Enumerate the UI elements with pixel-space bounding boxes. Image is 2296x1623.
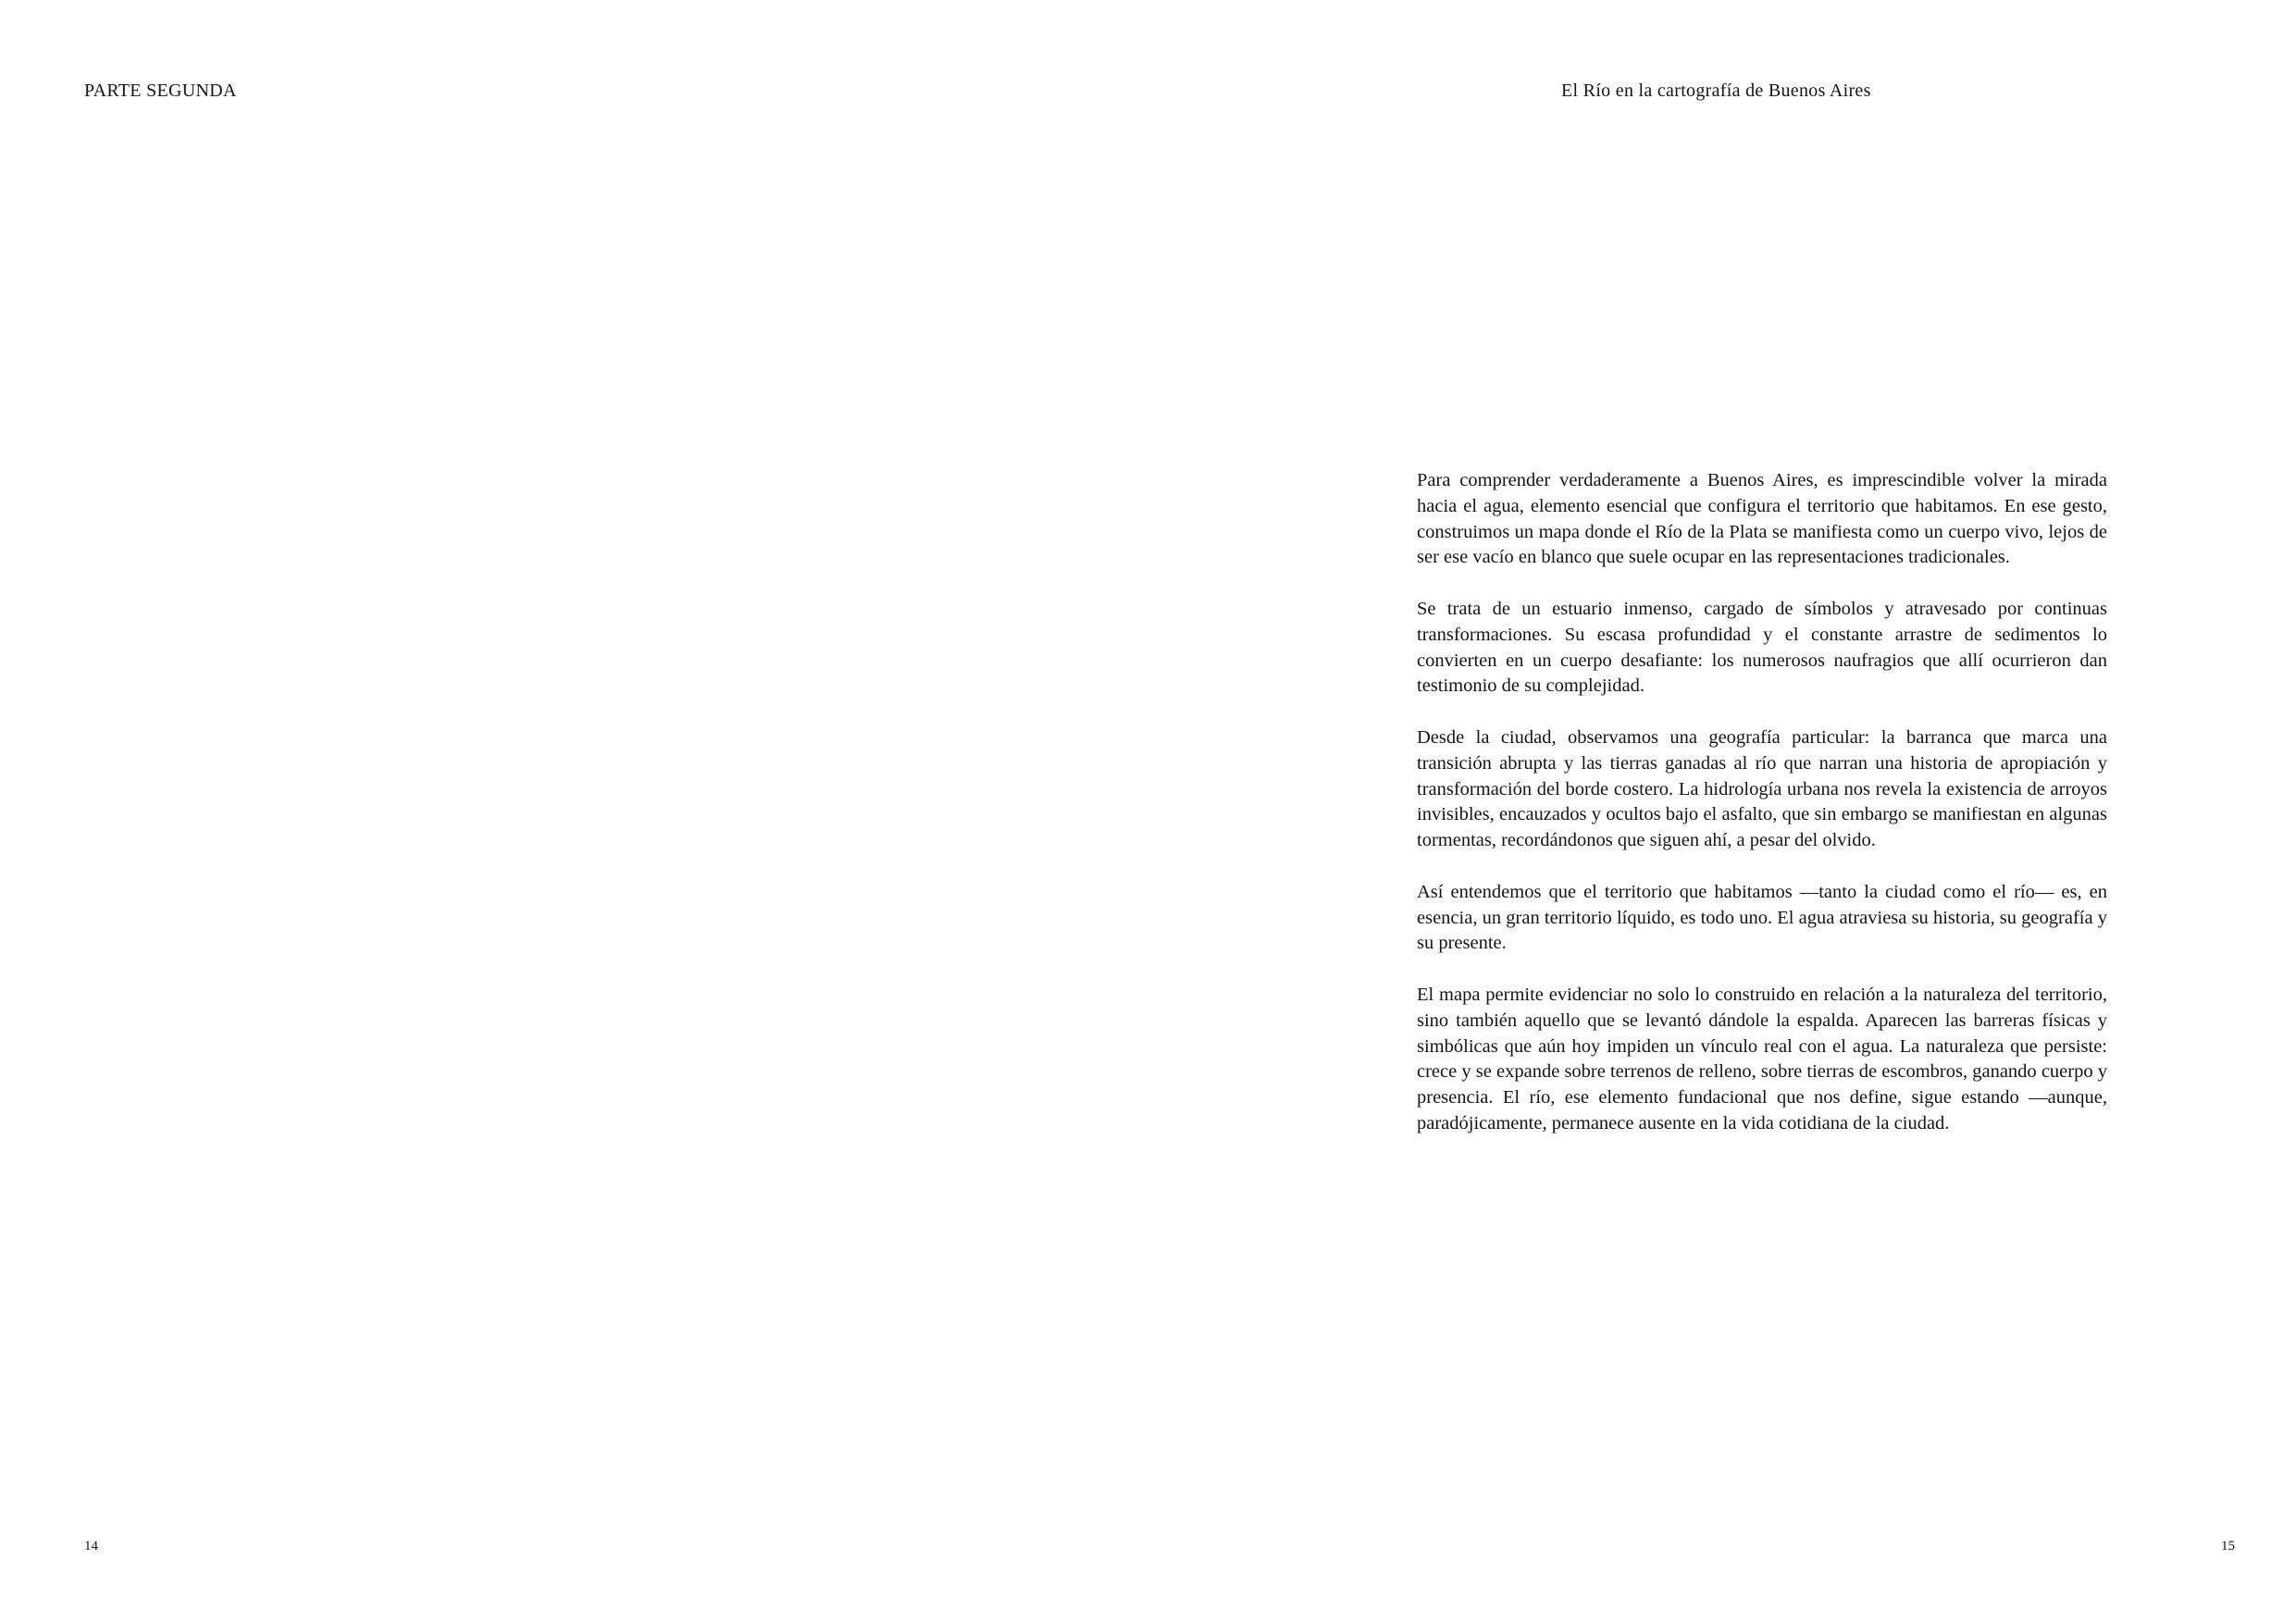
- paragraph-5: El mapa permite evidenciar no solo lo construido en relación a la naturaleza del territorio, sino también aquello que se levantó dándole la espalda. Aparecen las barreras físicas y simbólicas que aún hoy impiden un vínculo real con el agua. La naturaleza que persiste: crece y se expande sobre terrenos de relleno, sobre tierras de escombros, ganando cuerpo y presencia. El río, ese elemento fundacional que nos define, sigue estando —aunque, paradójicamente, permanece ausente en la vida cotidiana de la ciudad.: [1417, 984, 2107, 1134]
- paragraph-3: Desde la ciudad, observamos una geografía particular: la barranca que marca una transición abrupta y las tierras ganadas al río que narran una historia de apropiación y transformación del borde costero. La hidrología urbana nos revela la existencia de arroyos invisibles, encauzados y ocultos bajo el asfalto, que sin embargo se manifiestan en algunas tormentas, recordándonos que siguen ahí, a pesar del olvido.: [1417, 726, 2107, 851]
- running-head-chapter: El Río en la cartografía de Buenos Aires: [1561, 81, 1871, 101]
- paragraph-1: Para comprender verdaderamente a Buenos Aires, es imprescindible volver la mirada hacia el agua, elemento esencial que configura el territorio que habitamos. En ese gesto, construimos un mapa donde el Río de la Plata se manifiesta como un cuerpo vivo, lejos de ser ese vacío en blanco que suele ocupar en las representaciones tradicionales.: [1417, 470, 2107, 568]
- running-head-part: PARTE SEGUNDA: [84, 81, 237, 101]
- body-text: [1417, 468, 2107, 1137]
- page-number-right: 15: [2221, 1539, 2235, 1554]
- paragraph-4: Así entendemos que el territorio que habitamos —tanto la ciudad como el río— es, en esencia, un gran territorio líquido, es todo uno. El agua atraviesa su historia, su geografía y su presente.: [1417, 881, 2107, 954]
- paragraph-2: Se trata de un estuario inmenso, cargado de símbolos y atravesado por continuas transformaciones. Su escasa profundidad y el constante arrastre de sedimentos lo convierten en un cuerpo desafiante: los numerosos naufragios que allí ocurrieron dan testimonio de su complejidad.: [1417, 598, 2107, 697]
- right-page: [1148, 0, 2296, 1623]
- page-number-left: 14: [84, 1539, 98, 1554]
